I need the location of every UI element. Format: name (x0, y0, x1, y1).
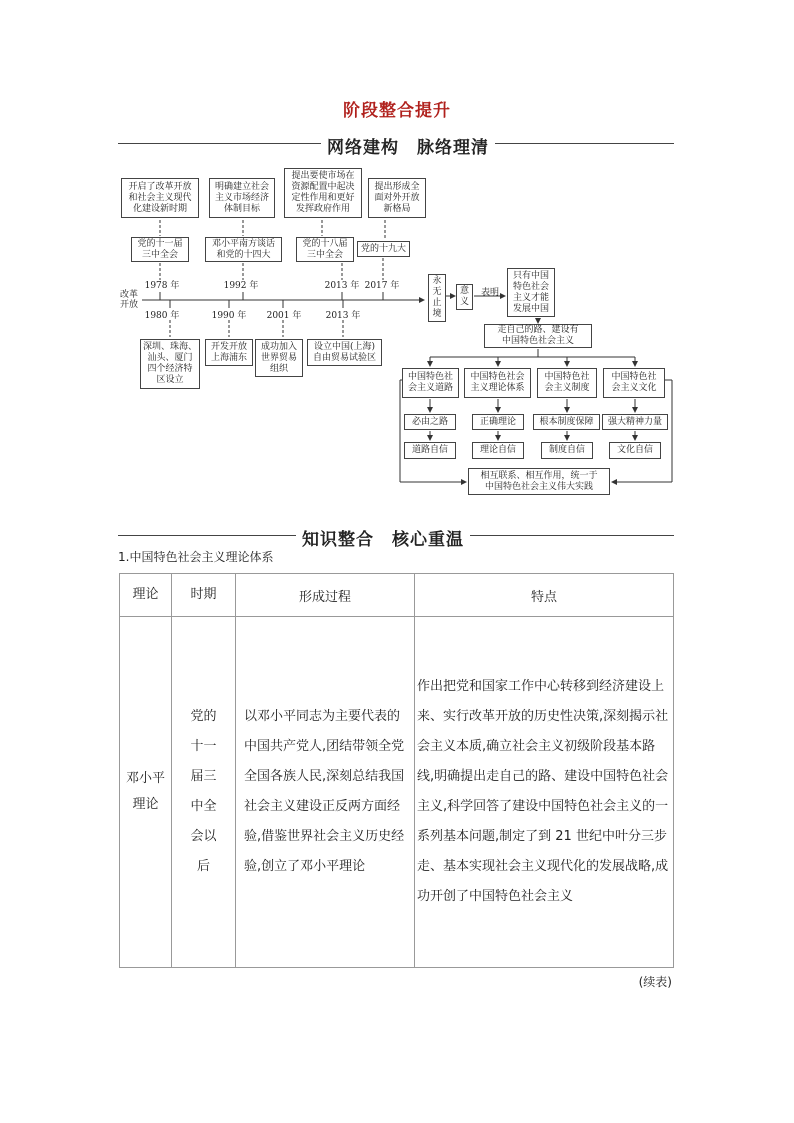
path-box: 走自己的路、建设有 中国特色社会主义 (484, 324, 592, 348)
confidence-box: 理论自信 (472, 442, 524, 459)
only-box: 只有中国 特色社会 主义才能 发展中国 (507, 268, 555, 317)
table-row (120, 617, 674, 968)
header-cell: 特点 (415, 574, 674, 617)
bottom-box-2013: 设立中国(上海) 自由贸易试验区 (307, 339, 382, 366)
year-label: 1980 年 (144, 311, 180, 321)
role-box: 必由之路 (404, 414, 456, 430)
four-box-culture: 中国特色社 会主义文化 (603, 368, 665, 398)
features-cell: 作出把党和国家工作中心转移到经济建设上来、实行改革开放的历史性决策,深刻揭示社会主义本质,确立社会主义初级阶段基本路线,明确提出走自己的路、建设中国特色社会主义,科学回答了建设中国特色社会主义的一系列基本问题,制定了到 21 世纪中叶分三步走、基本实现社会主义现代化的发展战略,成功开创了中国特色社会主义 (415, 617, 674, 968)
top-box-1992: 明确建立社会 主义市场经济 体制目标 (209, 178, 275, 218)
role-box: 强大精神力量 (602, 414, 668, 430)
timeline-label: 改革 开放 (119, 290, 138, 310)
meeting-box-2017: 党的十九大 (357, 241, 410, 257)
confidence-box: 制度自信 (541, 442, 593, 459)
four-box-road: 中国特色社 会主义道路 (402, 368, 459, 398)
list-title: 1.中国特色社会主义理论体系 (118, 550, 274, 564)
year-label: 2013 年 (325, 311, 361, 321)
year-label: 2013 年 (324, 281, 360, 291)
reform-diagram (0, 0, 794, 520)
shows-label: 表明 (480, 288, 499, 298)
header-cell: 时期 (172, 574, 236, 617)
confidence-box: 文化自信 (609, 442, 661, 459)
theory-cell: 邓小平 理论 (120, 617, 172, 968)
table-header-row (120, 574, 674, 617)
role-box: 正确理论 (472, 414, 524, 430)
bottom-box-1980: 深圳、珠海、 汕头、厦门 四个经济特 区设立 (140, 339, 200, 389)
year-label: 2017 年 (364, 281, 400, 291)
continued-label: (续表) (638, 975, 672, 989)
top-box-1978: 开启了改革开放 和社会主义现代 化建设新时期 (121, 178, 199, 218)
role-box: 根本制度保障 (533, 414, 600, 430)
bottom-box-1990: 开发开放 上海浦东 (205, 339, 253, 366)
year-label: 1978 年 (144, 281, 180, 291)
bottom-box-2001: 成功加入 世界贸易 组织 (255, 339, 303, 377)
top-box-2017: 提出形成全 面对外开放 新格局 (368, 178, 426, 218)
meeting-box-2013: 党的十八届 三中全会 (296, 237, 354, 262)
process-cell: 以邓小平同志为主要代表的中国共产党人,团结带领全党全国各族人民,深刻总结我国社会主义建设正反两方面经验,借鉴世界社会主义历史经验,创立了邓小平理论 (236, 617, 415, 968)
meaning-box: 意 义 (456, 284, 473, 310)
year-label: 1992 年 (223, 281, 259, 291)
section2-heading: 知识整合 核心重温 (296, 525, 470, 550)
theory-table (119, 573, 674, 968)
header-cell: 形成过程 (236, 574, 415, 617)
header-cell: 理论 (120, 574, 172, 617)
confidence-box: 道路自信 (404, 442, 456, 459)
top-box-2013: 提出要使市场在 资源配置中起决 定性作用和更好 发挥政府作用 (284, 168, 362, 218)
page-title: 阶段整合提升 (343, 101, 451, 121)
period-cell: 党的 十一 届三 中全 会以 后 (172, 617, 236, 968)
year-label: 2001 年 (266, 311, 302, 321)
unify-box: 相互联系、相互作用，统一于 中国特色社会主义伟大实践 (468, 468, 610, 495)
year-label: 1990 年 (211, 311, 247, 321)
meeting-box-1992: 邓小平南方谈话 和党的十四大 (205, 237, 282, 262)
four-box-system: 中国特色社 会主义制度 (537, 368, 597, 398)
diagram-connectors (0, 0, 794, 520)
four-box-theory: 中国特色社会 主义理论体系 (464, 368, 531, 398)
endless-box: 永 无 止 境 (428, 274, 446, 322)
section1-heading: 网络建构 脉络理清 (321, 133, 495, 158)
meeting-box-1978: 党的十一届 三中全会 (131, 237, 189, 262)
